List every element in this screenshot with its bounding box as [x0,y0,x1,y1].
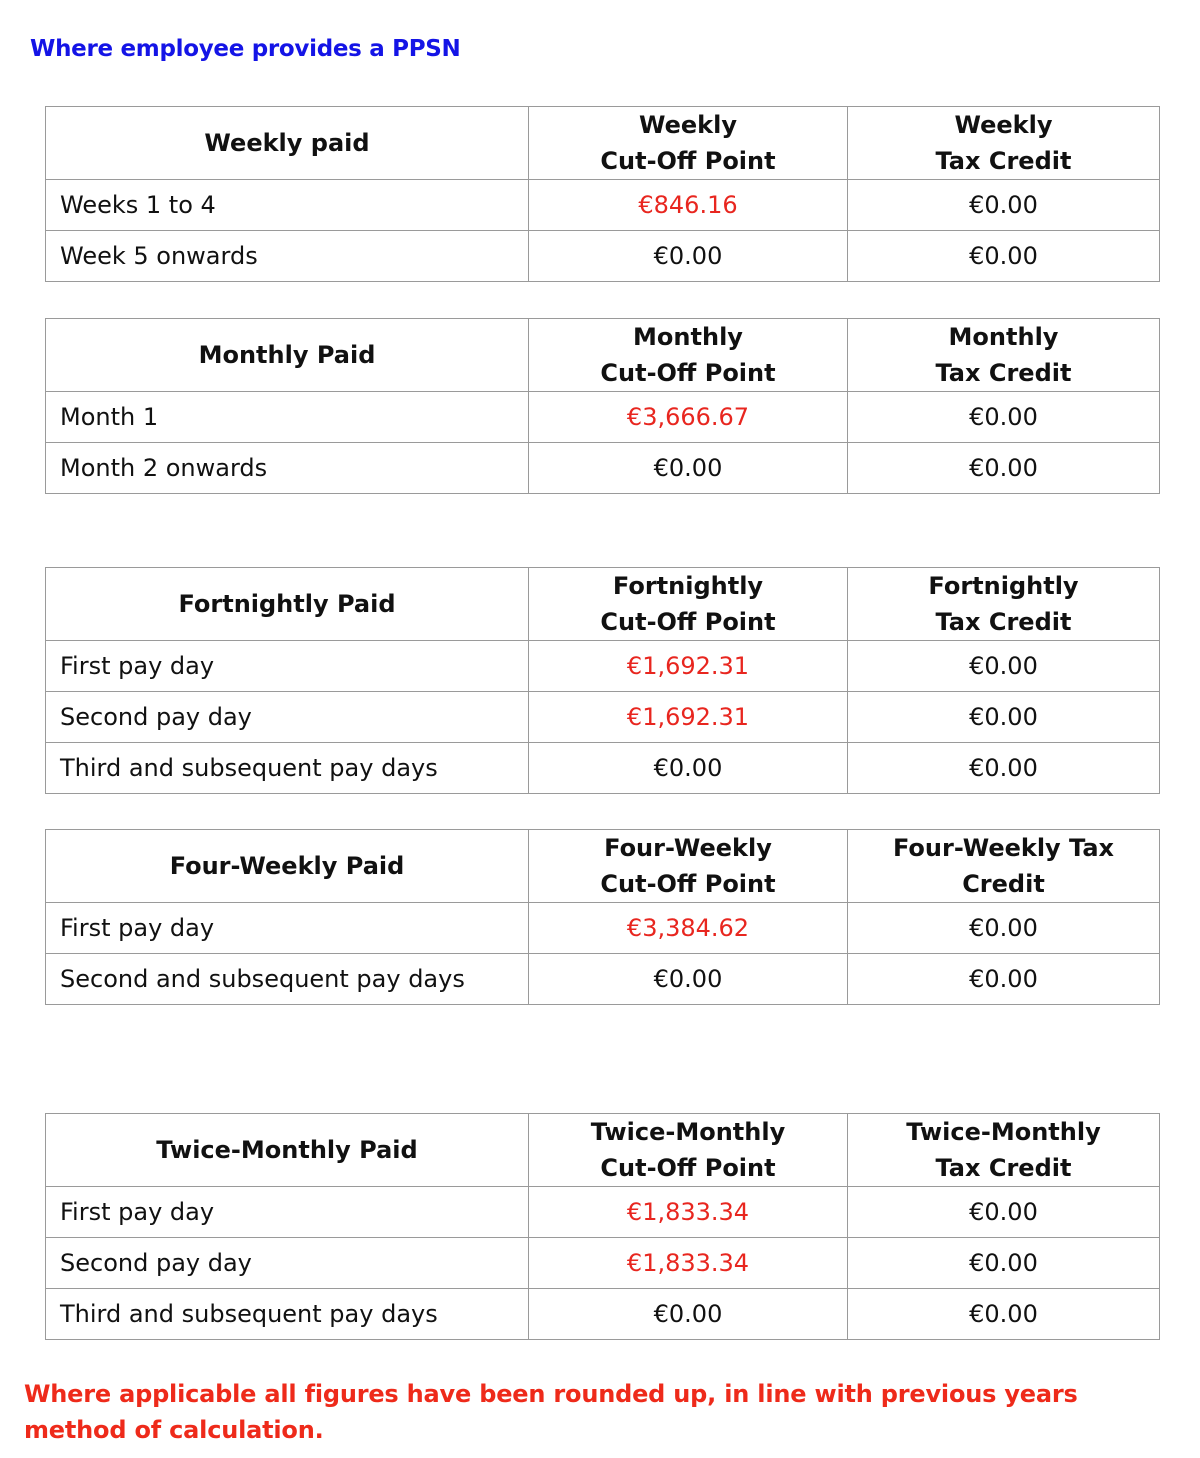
tax-credit-value: €0.00 [848,231,1160,282]
table-row [46,903,1160,954]
table-header-row [46,107,1160,180]
tax-credit-header: Four-Weekly Tax Credit [848,830,1160,903]
table-row [46,1238,1160,1289]
table-row [46,743,1160,794]
period-label: Second pay day [46,1238,529,1289]
table-header-row [46,830,1160,903]
table-header-row [46,568,1160,641]
table-row [46,1187,1160,1238]
pay-frequency-header: Twice-Monthly Paid [46,1114,529,1187]
table-row [46,180,1160,231]
tax-credit-value: €0.00 [848,443,1160,494]
table-row [46,392,1160,443]
tax-credit-header: Fortnightly Tax Credit [848,568,1160,641]
cut-off-point-value: €3,384.62 [529,903,848,954]
tax-credit-header: Twice-Monthly Tax Credit [848,1114,1160,1187]
period-label: Week 5 onwards [46,231,529,282]
period-label: Month 2 onwards [46,443,529,494]
tax-credit-value: €0.00 [848,641,1160,692]
weekly-paid-table [45,106,1160,282]
period-label: Month 1 [46,392,529,443]
fortnightly-paid-table [45,567,1160,794]
pay-frequency-header: Monthly Paid [46,319,529,392]
tax-credit-header: Monthly Tax Credit [848,319,1160,392]
tax-credit-value: €0.00 [848,180,1160,231]
tax-credit-value: €0.00 [848,743,1160,794]
table-header-row [46,319,1160,392]
table-row [46,954,1160,1005]
tax-credit-value: €0.00 [848,392,1160,443]
pay-frequency-header: Fortnightly Paid [46,568,529,641]
cut-off-point-value: €0.00 [529,231,848,282]
cut-off-point-value: €0.00 [529,954,848,1005]
table-row [46,1289,1160,1340]
cut-off-point-value: €0.00 [529,1289,848,1340]
tax-credit-value: €0.00 [848,692,1160,743]
period-label: First pay day [46,1187,529,1238]
period-label: First pay day [46,903,529,954]
cut-off-point-value: €3,666.67 [529,392,848,443]
period-label: Third and subsequent pay days [46,1289,529,1340]
pay-frequency-header: Weekly paid [46,107,529,180]
cut-off-point-header: Four-Weekly Cut-Off Point [529,830,848,903]
cut-off-point-value: €1,692.31 [529,641,848,692]
pay-frequency-header: Four-Weekly Paid [46,830,529,903]
table-row [46,641,1160,692]
rounding-footnote: Where applicable all figures have been rounded up, in line with previous years method of calculation. [24,1380,1078,1444]
tax-credit-header: Weekly Tax Credit [848,107,1160,180]
cut-off-point-value: €0.00 [529,743,848,794]
period-label: Second and subsequent pay days [46,954,529,1005]
cut-off-point-value: €0.00 [529,443,848,494]
cut-off-point-value: €1,692.31 [529,692,848,743]
cut-off-point-header: Weekly Cut-Off Point [529,107,848,180]
period-label: First pay day [46,641,529,692]
table-header-row [46,1114,1160,1187]
table-row [46,692,1160,743]
tax-credit-value: €0.00 [848,903,1160,954]
four-weekly-paid-table [45,829,1160,1005]
cut-off-point-value: €846.16 [529,180,848,231]
twice-monthly-paid-table [45,1113,1160,1340]
tax-credit-value: €0.00 [848,1238,1160,1289]
tax-credit-value: €0.00 [848,1289,1160,1340]
period-label: Third and subsequent pay days [46,743,529,794]
tax-credit-value: €0.00 [848,954,1160,1005]
cut-off-point-header: Twice-Monthly Cut-Off Point [529,1114,848,1187]
table-row [46,443,1160,494]
period-label: Second pay day [46,692,529,743]
cut-off-point-value: €1,833.34 [529,1238,848,1289]
page-heading: Where employee provides a PPSN [30,36,461,62]
cut-off-point-header: Monthly Cut-Off Point [529,319,848,392]
table-row [46,231,1160,282]
cut-off-point-value: €1,833.34 [529,1187,848,1238]
monthly-paid-table [45,318,1160,494]
tax-credit-value: €0.00 [848,1187,1160,1238]
cut-off-point-header: Fortnightly Cut-Off Point [529,568,848,641]
period-label: Weeks 1 to 4 [46,180,529,231]
